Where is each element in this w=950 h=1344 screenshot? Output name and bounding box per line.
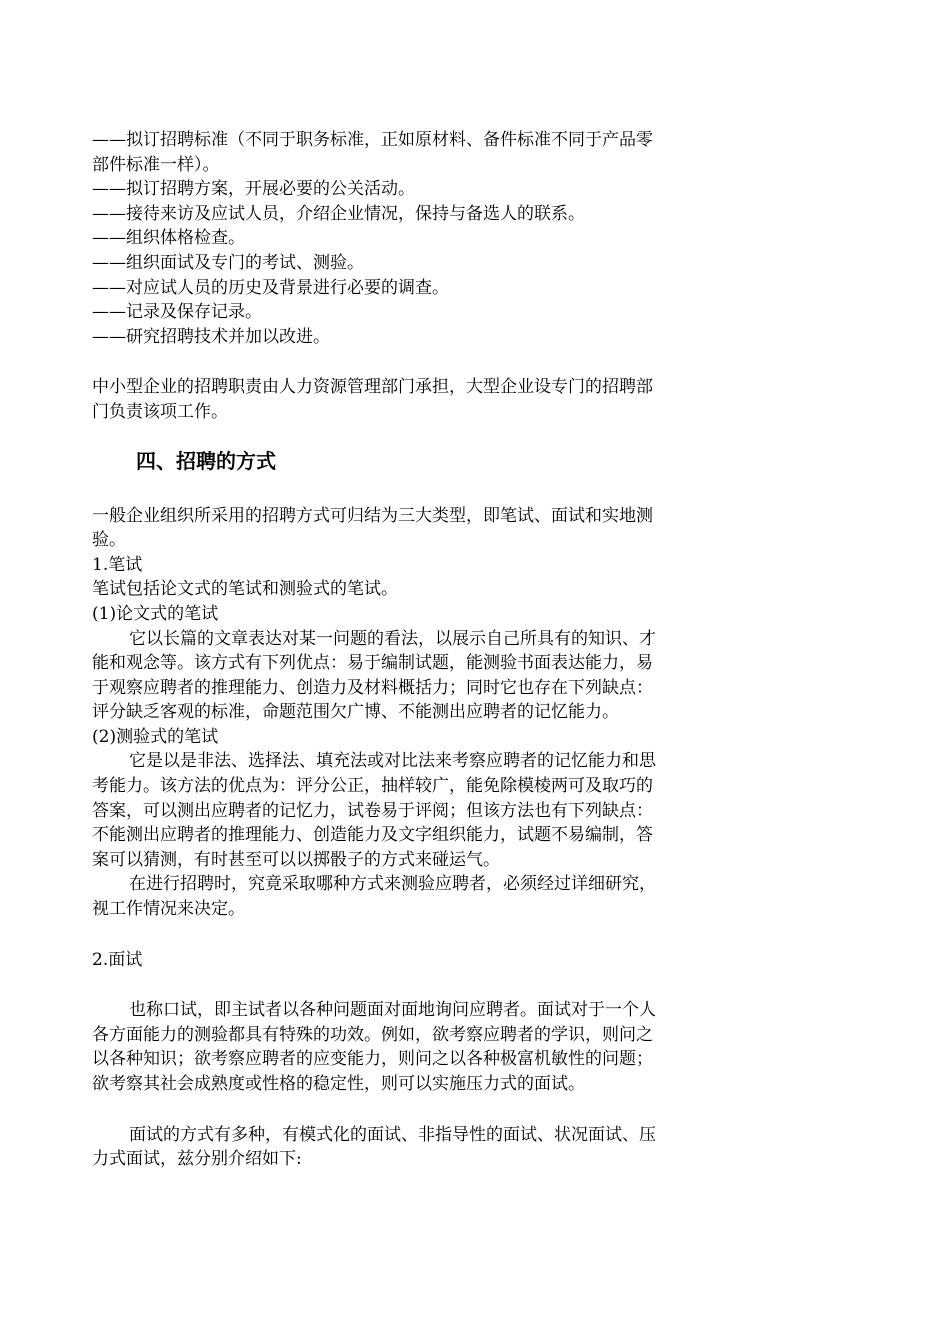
objective-test-title: (2)测验式的笔试 (92, 726, 219, 747)
recruitment-duties-list (92, 128, 732, 349)
list-item: ——记录及保存记录。 (92, 302, 262, 323)
spacer (92, 349, 732, 375)
paragraph-line: 验。 (92, 530, 126, 551)
paragraph-line: 以各种知识；欲考察应聘者的应变能力，则问之以各种极富机敏性的问题； (92, 1049, 653, 1070)
list-item: ——对应试人员的历史及背景进行必要的调查。 (92, 277, 449, 298)
paragraph-line: 它是以是非法、选择法、填充法或对比法来考察应聘者的记忆能力和思 (129, 751, 656, 772)
paragraph-line: 在进行招聘时，究竟采取哪种方式来测验应聘者，必须经过详细研究， (129, 874, 656, 895)
list-item: ——研究招聘技术并加以改进。 (92, 326, 330, 347)
list-item: 部件标准一样）。 (92, 154, 220, 175)
written-description: 笔试包括论文式的笔试和测验式的笔试。 (92, 579, 398, 600)
paragraph-line: 面试的方式有多种，有模式化的面试、非指导性的面试、状况面试、压 (129, 1124, 656, 1145)
decision-paragraph (92, 872, 732, 921)
list-item: ——组织面试及专门的考试、测验。 (92, 252, 364, 273)
paragraph-line: 于观察应聘者的推理能力、创造力及材料概括力；同时它也存在下列缺点： (92, 677, 653, 698)
subsection-title-interview: 2.面试 (92, 949, 143, 970)
paragraph-line: 答案，可以测出应聘者的记忆力，试卷易于评阅；但该方法也有下列缺点： (92, 800, 653, 821)
paragraph-line: 欲考察其社会成熟度或性格的稳定性，则可以实施压力式的面试。 (92, 1074, 585, 1094)
responsibility-paragraph (92, 375, 732, 424)
paragraph-line: 案可以猜测，有时甚至可以以掷骰子的方式来碰运气。 (92, 849, 500, 870)
paragraph-line: 门负责该项工作。 (92, 401, 228, 422)
essay-exam-title: (1)论文式的笔试 (92, 603, 219, 624)
objective-test-paragraph (92, 749, 732, 872)
intro-paragraph (92, 504, 732, 553)
paragraph-line: 各方面能力的测验都具有特殊的功效。例如，欲考察应聘者的学识，则问之 (92, 1024, 653, 1045)
paragraph-line: 中小型企业的招聘职责由人力资源管理部门承担，大型企业设专门的招聘部 (92, 377, 653, 398)
spacer (92, 1097, 732, 1123)
paragraph-line: 考能力。该方法的优点为：评分公正，抽样较广，能免除模棱两可及取巧的 (92, 776, 653, 797)
list-item: ——拟订招聘方案，开展必要的公关活动。 (92, 179, 415, 200)
paragraph-line: 评分缺乏客观的标准，命题范围欠广博、不能测出应聘者的记忆能力。 (92, 702, 619, 723)
spacer (92, 972, 732, 998)
paragraph-line: 能和观念等。该方式有下列优点：易于编制试题，能测验书面表达能力，易 (92, 653, 653, 674)
paragraph-line: 力式面试，兹分别介绍如下: (92, 1149, 302, 1170)
paragraph-line: 不能测出应聘者的推理能力、创造能力及文字组织能力，试题不易编制，答 (92, 825, 653, 846)
interview-paragraph (92, 998, 732, 1096)
list-item: ——接待来访及应试人员，介绍企业情况，保持与备选人的联系。 (92, 203, 585, 224)
subsection-title-written: 1.笔试 (92, 554, 143, 575)
spacer (92, 922, 732, 948)
paragraph-line: 视工作情况来决定。 (92, 899, 245, 920)
paragraph-line: 它以长篇的文章表达对某一问题的看法，以展示自己所具有的知识、才 (129, 628, 656, 649)
document-page (92, 128, 732, 1172)
essay-exam-paragraph (92, 627, 732, 725)
paragraph-line: 一般企业组织所采用的招聘方式可归结为三大类型，即笔试、面试和实地测 (92, 505, 653, 526)
list-item: ——拟订招聘标准（不同于职务标准，正如原材料、备件标准不同于产品零 (92, 130, 653, 150)
list-item: ——组织体格检查。 (92, 228, 245, 249)
section-heading: 四、招聘的方式 (136, 448, 276, 473)
interview-methods-paragraph (92, 1123, 732, 1172)
paragraph-line: 也称口试，即主试者以各种问题面对面地询问应聘者。面试对于一个人 (129, 1000, 656, 1021)
